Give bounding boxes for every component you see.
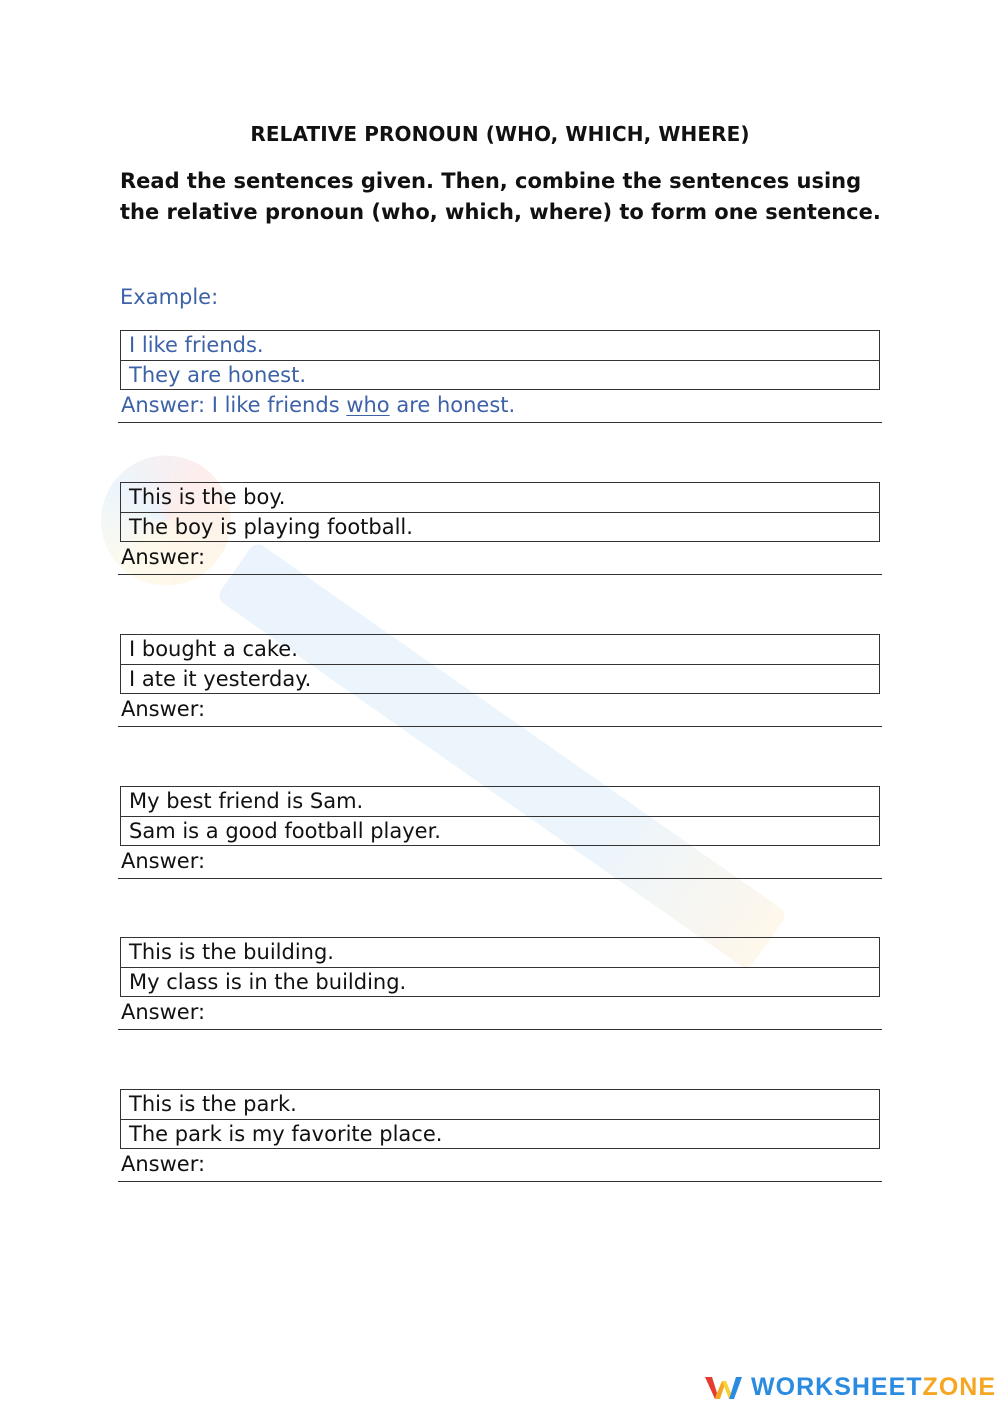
brand-name bbox=[751, 1373, 996, 1402]
sentence-box bbox=[120, 786, 880, 846]
example-label: Example: bbox=[120, 285, 219, 309]
answer-line[interactable]: Answer: bbox=[118, 1149, 882, 1182]
sentence-2: I ate it yesterday. bbox=[121, 664, 879, 694]
sentence-1: I like friends. bbox=[129, 333, 264, 357]
answer-suffix: are honest. bbox=[389, 393, 516, 417]
exercise-3 bbox=[118, 786, 882, 879]
answer-prefix: Answer: I like friends bbox=[121, 393, 347, 417]
sentence-box bbox=[120, 482, 880, 542]
answer-line[interactable]: Answer: bbox=[118, 997, 882, 1030]
w-logo-icon bbox=[703, 1371, 743, 1403]
example-exercise bbox=[118, 330, 882, 423]
sentence-1: I bought a cake. bbox=[129, 637, 298, 661]
sentence-box bbox=[120, 937, 880, 997]
answer-line[interactable]: Answer: bbox=[118, 694, 882, 727]
sentence-1: This is the building. bbox=[129, 940, 334, 964]
sentence-box bbox=[120, 330, 880, 390]
exercise-1 bbox=[118, 482, 882, 575]
instructions: Read the sentences given. Then, combine the sentences using the relative pronoun (who, which, where) to form one sentence. bbox=[120, 169, 881, 224]
sentence-box bbox=[120, 1089, 880, 1149]
exercise-2 bbox=[118, 634, 882, 727]
example-answer bbox=[118, 390, 882, 423]
sentence-2: Sam is a good football player. bbox=[121, 816, 879, 846]
sentence-2: The park is my favorite place. bbox=[121, 1119, 879, 1149]
exercise-5 bbox=[118, 1089, 882, 1182]
sentence-2: My class is in the building. bbox=[121, 967, 879, 997]
answer-line[interactable]: Answer: bbox=[118, 542, 882, 575]
relative-pronoun: who bbox=[346, 393, 390, 417]
sentence-1: This is the park. bbox=[129, 1092, 297, 1116]
brand-part-2: ZONE bbox=[922, 1372, 996, 1401]
sentence-2: They are honest. bbox=[121, 360, 879, 390]
page-title: RELATIVE PRONOUN (WHO, WHICH, WHERE) bbox=[250, 122, 750, 146]
exercise-4 bbox=[118, 937, 882, 1030]
worksheetzone-logo[interactable] bbox=[703, 1367, 996, 1407]
sentence-box bbox=[120, 634, 880, 694]
sentence-1: My best friend is Sam. bbox=[129, 789, 364, 813]
sentence-1: This is the boy. bbox=[129, 485, 286, 509]
brand-part-1: WORKSHEET bbox=[751, 1372, 923, 1401]
answer-line[interactable]: Answer: bbox=[118, 846, 882, 879]
sentence-2: The boy is playing football. bbox=[121, 512, 879, 542]
